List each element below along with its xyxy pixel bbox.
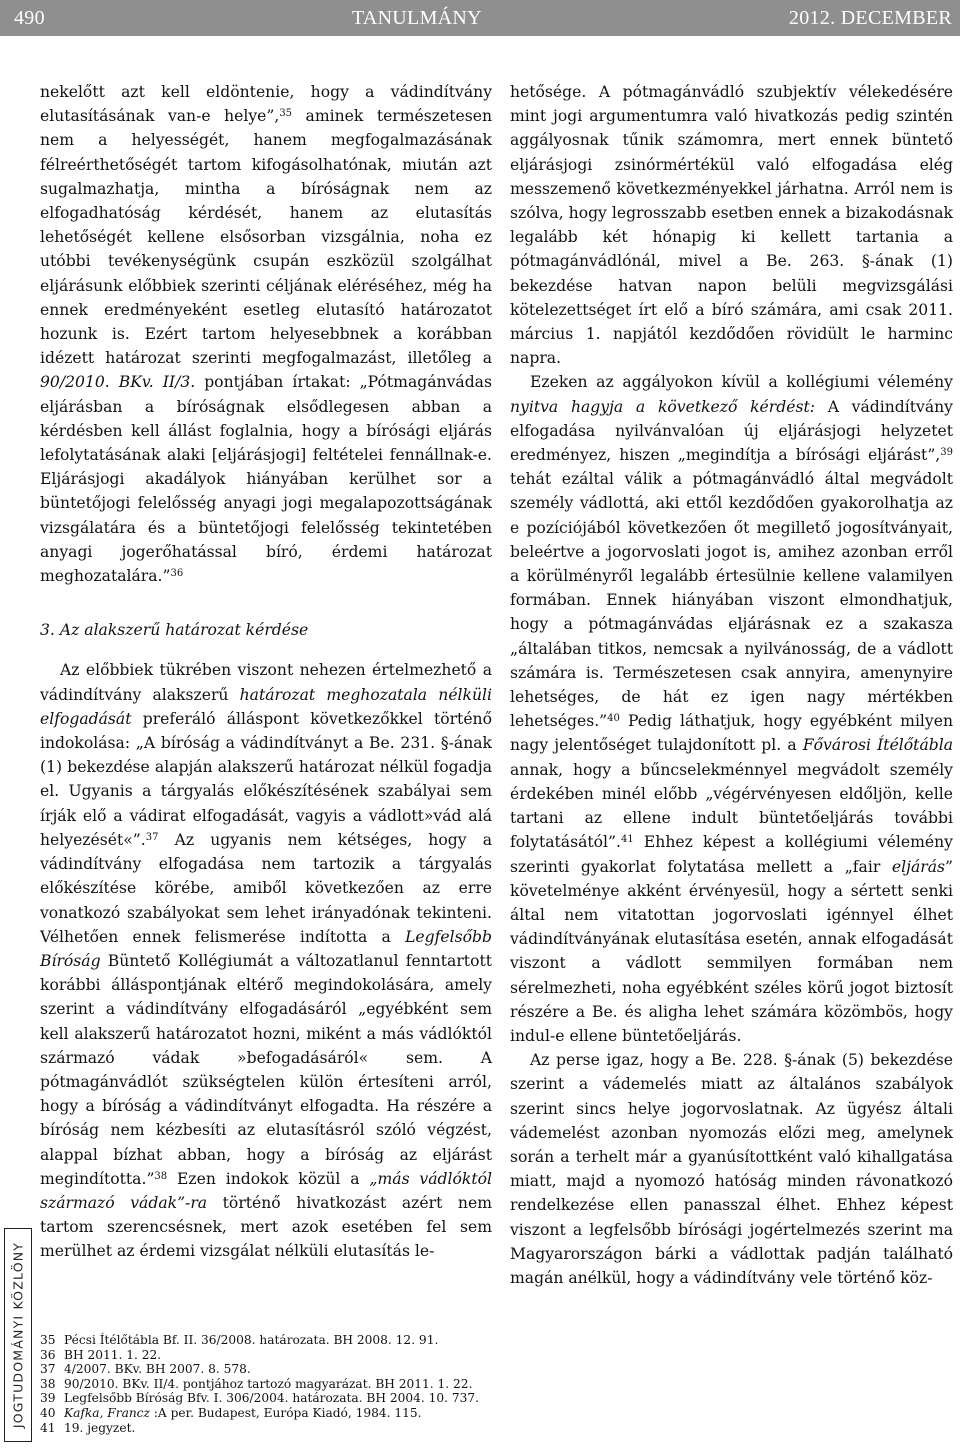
paragraph: nekelőtt azt kell eldöntenie, hogy a vádindítvány elutasításának van-e helye”,$^{35}$ aminek természetesen nem a helyességét, hanem megfogalmazásának félreérthetőségét tartom kifogásolhatónak, miután azt sugalmazhatja, mintha a bíróságnak nem az elfogadhatóság kérdését, hanem az elutasítás lehetőségét kellene elsősorban vizsgálnia, noha ez utóbbi tevékenységünk csupán eszközül szolgálhat eljárásunk előbbiek szerinti céljának eléréséhez, még ha ennek eredményeként esetleg elutasító határozatot hozunk is. Ezért tartom helyesebbnek a korábban idézett határozat szerinti megfogalmazást, illetőleg a 90/2010. BKv. II/3. pontjában írtakat: „Pótmagánvádas eljárásban a bíróságnak elsődlegesen abban a kérdésben kell állást foglalnia, hogy a bírósági eljárás lefolytatásának alaki [eljárásjogi] feltételei fennállnak-e. Eljárásjogi akadályok hiányában kerülhet sor a büntetőjogi felelősség anyagi jogi megalapozottságának vizsgálatára és a büntetőjogi felelősség tekintetében anyagi jogerőhatással bíró, érdemi határozat meghozatalára.”$^{36}$ (40, 83, 492, 586)
paragraph: Az előbbiek tükrében viszont nehezen értelmezhető a vádindítvány alakszerű határozat meghozatala nélküli elfogadását preferáló álláspont következőkkel történő indokolása: „A bíróság a vádindítványt a Be. 231. §-ának (1) bekezdése alapján alakszerű határozat nélkül fogadja el. Ugyanis a tárgyalás előkészítésének szabályai sem írják elő a vádirat elfogadását, vagyis a vádlott»vád alá helyezését«”.$^{37}$ Az ugyanis nem kétséges, hogy a vádindítvány elfogadása nem tartozik a tárgyalás előkészítése körébe, amiből következően az erre vonatkozó szabályokat sem lehet irányadónak tekinteni. Vélhetően ennek felismerése indította a Legfelsőbb Bíróság Büntető Kollégiumát a változatlanul fenntartott korábbi álláspontjának eltérő megindokolására, amely szerint a vádindítvány elfogadásáról „egyébként sem kell alakszerű határozatot hozni, miként a más vádlóktól származó vádak »befogadásáról« sem. A pótmagánvádlót szükségtelen külön értesíteni arról, hogy a bíróság a vádindítványt elfogadta. Ha részére a bíróság nem kézbesíti az elutasításról szóló végzést, alappal bízhat abban, hogy a bíróság az eljárást megindította.”$^{38}$ Ezen indokok közül a „más vádlóktól származó vádak”-ra történő hivatkozást azért nem tartom szerencsésnek, mert azok esetében fel sem merülhet az érdemi vizsgálat nélküli elutasítás le- (40, 661, 492, 1261)
page-header (0, 0, 960, 36)
left-column (40, 80, 492, 1264)
footnote-ref: 36 (170, 568, 184, 580)
footnote-item: 35 Pécsi Ítélőtábla Bf. II. 36/2008. határozata. BH 2008. 12. 91. (40, 1333, 439, 1347)
footnote-item: 37 4/2007. BKv. BH 2007. 8. 578. (40, 1362, 251, 1377)
right-column (510, 80, 953, 1290)
footnote-ref: 40 (607, 713, 620, 725)
paragraph: Az perse igaz, hogy a Be. 228. §-ának (5) bekezdése szerint a vádemelés miatt az általános szabályok szerint sincs helye jogorvoslatnak. Az ügyész általi vádemelést azonban nyomozás előzi meg, amelynek során a terhelt már a gyanúsítottként való kihallgatása miatt, majd a nyomozó hatóság minden rávonatkozó rendelkezése ellen panasszal élhet. Ehhez képest viszont a legfelsőbb bírósági jogértelmezés szerint ma Magyarországon bárki a vádlottak padján található magán anélkül, hogy a vádindítvány vele történő köz- (510, 1051, 953, 1287)
footnote-item: 38 90/2010. BKv. II/4. pontjához tartozó magyarázat. BH 2011. 1. 22. (40, 1376, 473, 1391)
footnote-ref: 41 (620, 834, 634, 846)
paragraph: Ezeken az aggályokon kívül a kollégiumi vélemény nyitva hagyja a következő kérdést: A vádindítvány elfogadása nyilvánvalóan új eljárásjogi helyzetet eredményez, hiszen „megindítja a bírósági eljárást”,$^{39}$ tehát ezáltal válik a pótmagánvádló által megvádolt személy vádlottá, aki ettől kezdődően gyakorolhatja az e pozíciójából következően őt megillető jogosítványait, beleértve a jogorvoslati jogot is, amihez azonban erről a körülményről legalább értesülnie kellene valamilyen formában. Ennek hiányában viszont elmondhatjuk, hogy a pótmagánvádas eljárásnak ez a szakasza „általában titkos, nemcsak a nyilvánosság, de a vádlott számára is. Természetesen csak annyira, amenynyire lehetséges, de hát ez igen nagy mértékben lehetséges.”$^{40}$ Pedig láthatjuk, hogy egyébként milyen nagy jelentőséget tulajdonított pl. a Fővárosi Ítélőtábla annak, hogy a bűncselekménnyel megvádolt személy érdekében minél előbb „végérvényesen eldőljön, kelle tartani az ellene indult büntetőeljárás további folytatásától”.$^{41}$ Ehhez képest a kollégiumi vélemény szerinti gyakorlat folytatása mellett a „fair eljárás” követelménye akként érvényesül, hogy a sértett senki által nem vitatottan jogorvoslati igénnyel élhet vádindítványának elutasítása esetén, annak elfogadását viszont a vádlott semmilyen formában nem sérelmezheti, noha egyébként széles körű jogot biztosít részére a Be. és aligha lehet számára közömbös, hogy indul-e ellene büntetőeljárás. (510, 373, 954, 1045)
footnote-item: 36 BH 2011. 1. 22. (40, 1347, 162, 1362)
section-heading: 3. Az alakszerű határozat kérdése (40, 621, 309, 640)
footnote-ref: 39 (940, 447, 953, 459)
journal-name: JOGTUDOMÁNYI KÖZLÖNY (10, 1241, 26, 1429)
footnote-ref: 35 (279, 108, 293, 120)
footnote-ref: 37 (145, 831, 159, 843)
page-number: 490 (14, 6, 45, 29)
paragraph: hetősége. A pótmagánvádló szubjektív vélekedésére mint jogi argumentumra való hivatkozás pedig szintén aggályosnak tűnik számomra, mert ennek büntető eljárásjogi zsinórmértékül való elfogadása elég messzemenő következményekkel járhatna. Arról nem is szólva, hogy legrosszabb esetben ennek a bizakodásnak legalább két hónapig ki kellett tartania a pótmagánvádlónál, mivel a Be. 263. §-ának (1) bekezdése hatvan napon belüli megvizsgálási kötelezettséget írt elő a bíró számára, ami csak 2011. március 1. napjától kezdődően rövidült le harminc napra. (510, 83, 953, 368)
journal-side-label (4, 1228, 32, 1442)
footnote-ref: 38 (154, 1170, 168, 1182)
footnote-item: 40 Kafka, Francz :A per. Budapest, Európa Kiadó, 1984. 115. (40, 1405, 422, 1420)
issue-date: 2012. DECEMBER (788, 6, 952, 29)
footnote-item: 39 Legfelsőbb Bíróság Bfv. I. 306/2004. határozata. BH 2004. 10. 737. (40, 1391, 480, 1406)
section-name: TANULMÁNY (351, 6, 482, 29)
footnote-item: 41 19. jegyzet. (40, 1420, 136, 1435)
footnotes (40, 1333, 940, 1435)
